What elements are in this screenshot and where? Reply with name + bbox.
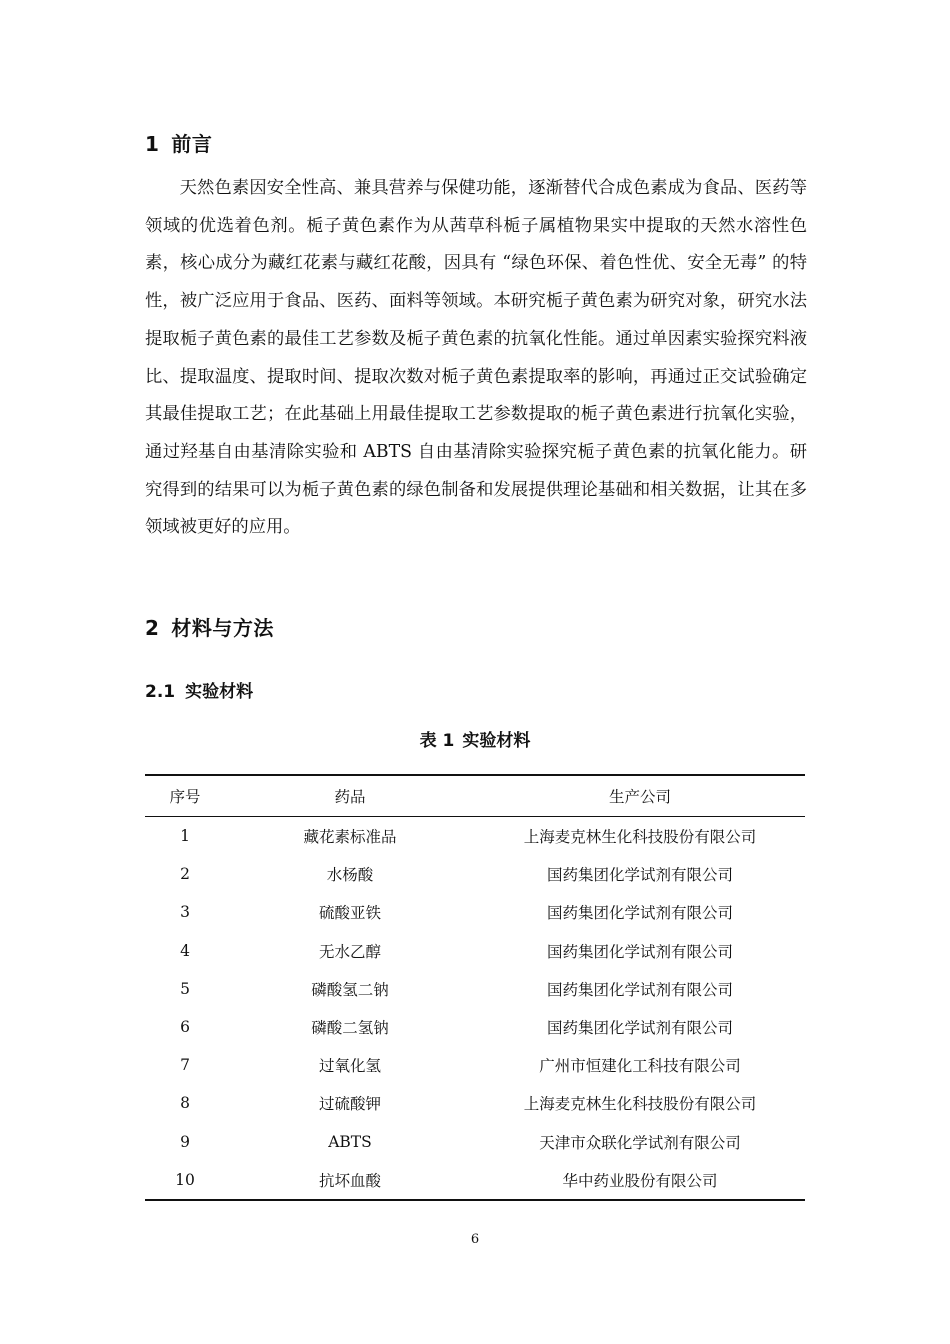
cell-manufacturer: 上海麦克林生化科技股份有限公司 xyxy=(523,1095,757,1114)
section-title: 材料与方法 xyxy=(171,616,274,640)
cell-index: 7 xyxy=(180,1056,190,1075)
cell-manufacturer: 国药集团化学试剂有限公司 xyxy=(546,980,733,999)
table-row xyxy=(145,932,805,970)
table-row xyxy=(145,817,805,856)
cell-index: 4 xyxy=(180,941,190,960)
cell-reagent: 硫酸亚铁 xyxy=(318,904,381,923)
cell-index: 8 xyxy=(180,1094,190,1113)
section-heading-1 xyxy=(145,128,212,157)
cell-index: 1 xyxy=(180,827,190,846)
table-row xyxy=(145,1046,805,1084)
cell-reagent: 抗坏血酸 xyxy=(318,1171,381,1190)
subsection-number: 2.1 xyxy=(145,682,176,702)
table-caption-title: 实验材料 xyxy=(462,731,531,751)
cell-reagent: 水杨酸 xyxy=(326,866,374,885)
section-number: 1 xyxy=(145,132,160,156)
table-row xyxy=(145,970,805,1008)
cell-index: 9 xyxy=(180,1132,190,1151)
section-heading-2 xyxy=(145,612,274,641)
cell-reagent: 无水乙醇 xyxy=(318,942,381,961)
cell-index: 6 xyxy=(180,1018,190,1037)
table-row xyxy=(145,1123,805,1161)
cell-manufacturer: 广州市恒建化工科技有限公司 xyxy=(539,1057,741,1076)
table-row xyxy=(145,1084,805,1122)
cell-manufacturer: 天津市众联化学试剂有限公司 xyxy=(539,1133,741,1152)
subsection-title: 实验材料 xyxy=(185,682,254,702)
cell-index: 2 xyxy=(180,865,190,884)
cell-reagent: 磷酸二氢钠 xyxy=(311,1019,389,1038)
cell-index: 3 xyxy=(180,903,190,922)
cell-reagent: ABTS xyxy=(328,1132,372,1151)
section-number: 2 xyxy=(145,616,160,640)
table-caption-number: 表 1 xyxy=(419,731,455,751)
header-manufacturer: 生产公司 xyxy=(608,788,671,806)
table-caption xyxy=(0,726,950,751)
cell-manufacturer: 华中药业股份有限公司 xyxy=(562,1171,718,1190)
table-row xyxy=(145,1161,805,1200)
cell-reagent: 磷酸氢二钠 xyxy=(311,980,389,999)
cell-manufacturer: 国药集团化学试剂有限公司 xyxy=(546,942,733,961)
cell-reagent: 藏花素标准品 xyxy=(303,828,397,847)
intro-paragraph: 天然色素因安全性高、兼具营养与保健功能，逐渐替代合成色素成为食品、医药等领域的优选着色剂。栀子黄色素作为从茜草科栀子属植物果实中提取的天然水溶性色素，核心成分为藏红花素与藏红花酸，因具有 “绿色环保、着色性优、安全无毒” 的特性，被广泛应用于食品、医药、面料等领域。本研究栀子黄色素为研究对象，研究水法提取栀子黄色素的最佳工艺参数及栀子黄色素的抗氧化性能。通过单因素实验探究料液比、提取温度、提取时间、提取次数对栀子黄色素提取率的影响，再通过正交试验确定其最佳提取工艺；在此基础上用最佳提取工艺参数提取的栀子黄色素进行抗氧化实验，通过羟基自由基清除实验和 ABTS 自由基清除实验探究栀子黄色素的抗氧化能力。研究得到的结果可以为栀子黄色素的绿色制备和发展提供理论基础和相关数据，让其在多领域被更好的应用。 xyxy=(145,178,807,538)
cell-index: 5 xyxy=(180,979,190,998)
cell-index: 10 xyxy=(175,1170,195,1189)
page-number: 6 xyxy=(470,1232,480,1247)
subsection-heading-2-1 xyxy=(145,677,253,702)
cell-manufacturer: 上海麦克林生化科技股份有限公司 xyxy=(523,828,757,847)
materials-table xyxy=(145,774,805,1201)
cell-reagent: 过硫酸钾 xyxy=(318,1095,381,1114)
cell-manufacturer: 国药集团化学试剂有限公司 xyxy=(546,1019,733,1038)
table-header-row xyxy=(145,775,805,817)
header-reagent: 药品 xyxy=(334,788,366,806)
table-row xyxy=(145,1008,805,1046)
table-row xyxy=(145,893,805,931)
cell-reagent: 过氧化氢 xyxy=(318,1057,381,1076)
table-row xyxy=(145,855,805,893)
header-index: 序号 xyxy=(169,788,201,806)
cell-manufacturer: 国药集团化学试剂有限公司 xyxy=(546,904,733,923)
cell-manufacturer: 国药集团化学试剂有限公司 xyxy=(546,866,733,885)
section-title: 前言 xyxy=(171,132,213,156)
